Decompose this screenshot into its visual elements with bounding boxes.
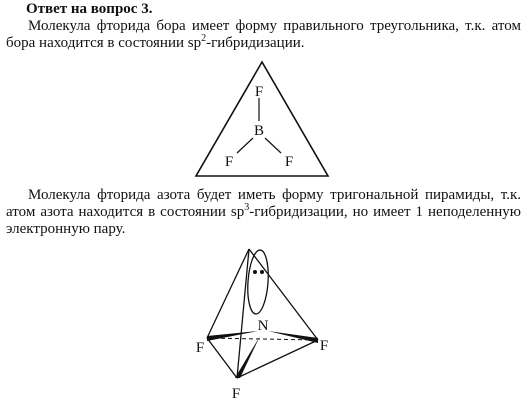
- lone-pair-orbital: [246, 249, 270, 314]
- nf3-left-fluorine: F: [195, 340, 205, 356]
- wedge-bond-left: [207, 331, 258, 341]
- wedge-bond-right: [268, 331, 318, 343]
- bf3-bond-right: [265, 138, 281, 153]
- nf3-diagram: [196, 249, 328, 402]
- bf3-right-fluorine: F: [284, 154, 294, 170]
- paragraph2-superscript: 3: [244, 202, 250, 213]
- bf3-bond-left: [237, 138, 253, 153]
- paragraph1-superscript: 2: [201, 33, 207, 44]
- nf3-right-fluorine: F: [319, 338, 329, 354]
- lone-pair-electron: [253, 270, 257, 274]
- pyramid-base-right: [237, 340, 318, 378]
- bf3-diagram: [196, 62, 328, 176]
- pyramid-base-left: [207, 338, 237, 378]
- bf3-left-fluorine: F: [224, 154, 234, 170]
- paragraph2-main: Молекула фторида азота будет иметь форму тригональной пирамиды, т.к. атом азота находится в состоянии sp: [6, 187, 521, 220]
- bf3-boron: B: [253, 123, 265, 139]
- paragraph1-tail: -гибридизации.: [206, 35, 305, 51]
- paragraph1-main: Молекула фторида бора имеет форму правильного треугольника, т.к. атом бора находится в состоянии sp: [6, 18, 521, 51]
- answer-heading: Ответ на вопрос 3.: [26, 1, 153, 17]
- nf3-bottom-fluorine: F: [231, 386, 241, 402]
- nf3-nitrogen: N: [257, 318, 269, 334]
- paragraph2-tail: -гибридизации, но имеет 1 неподеленную электронную пару.: [6, 204, 521, 237]
- lone-pair-electron: [260, 270, 264, 274]
- bf3-triangle: [196, 62, 328, 176]
- pyramid-edge-left: [207, 249, 249, 338]
- bf3-top-fluorine: F: [254, 84, 264, 100]
